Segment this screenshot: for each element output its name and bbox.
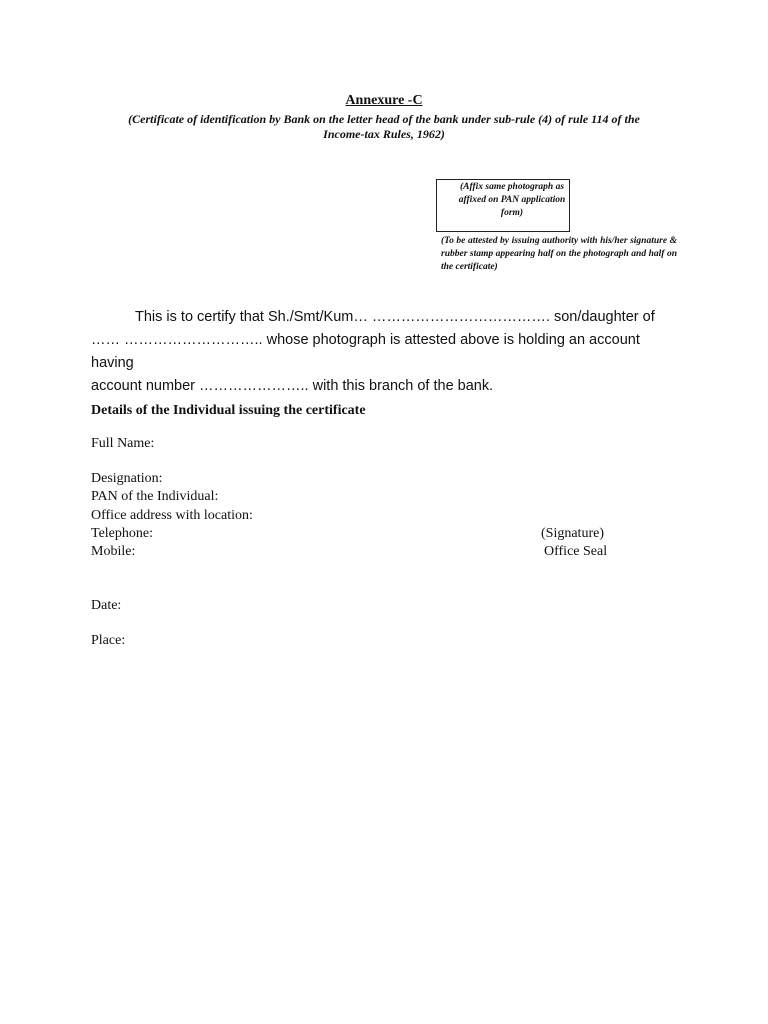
place-label: Place: — [91, 633, 126, 648]
attestation-note: (To be attested by issuing authority with his/her signature & rubber stamp appearing half on the photograph and half on the certificate) — [441, 236, 677, 272]
document-title: Annexure -C — [345, 93, 423, 108]
signature-label: (Signature) — [541, 526, 604, 541]
photo-box-line-1: (Affix same photograph as — [459, 182, 565, 192]
photo-box-line-3: form) — [500, 208, 524, 218]
photo-box-line-2: affixed on PAN application — [458, 195, 566, 205]
office-address-label: Office address with location: — [91, 508, 253, 523]
photograph-box — [436, 179, 570, 232]
certification-paragraph — [91, 306, 681, 398]
full-name-label: Full Name: — [91, 436, 155, 451]
telephone-label: Telephone: — [91, 526, 153, 541]
pan-label: PAN of the Individual: — [91, 489, 219, 504]
date-label: Date: — [91, 598, 122, 613]
details-heading: Details of the Individual issuing the certificate — [91, 403, 366, 418]
certify-line-1: This is to certify that Sh./Smt/Kum… ………………………………. son/daughter of — [135, 309, 655, 325]
office-seal-label: Office Seal — [544, 544, 608, 559]
certify-line-2: …… ……………………….. whose photograph is attested above is holding an account having — [91, 332, 640, 371]
subtitle-line-1: (Certificate of identification by Bank on the letter head of the bank under sub-rule (4) of rule 114 of the — [128, 112, 640, 126]
document-subtitle — [96, 112, 672, 142]
designation-label: Designation: — [91, 471, 163, 486]
mobile-label: Mobile: — [91, 544, 136, 559]
subtitle-line-2: Income-tax Rules, 1962) — [323, 127, 445, 141]
certify-line-3: account number ………………….. with this branch of the bank. — [91, 378, 494, 394]
